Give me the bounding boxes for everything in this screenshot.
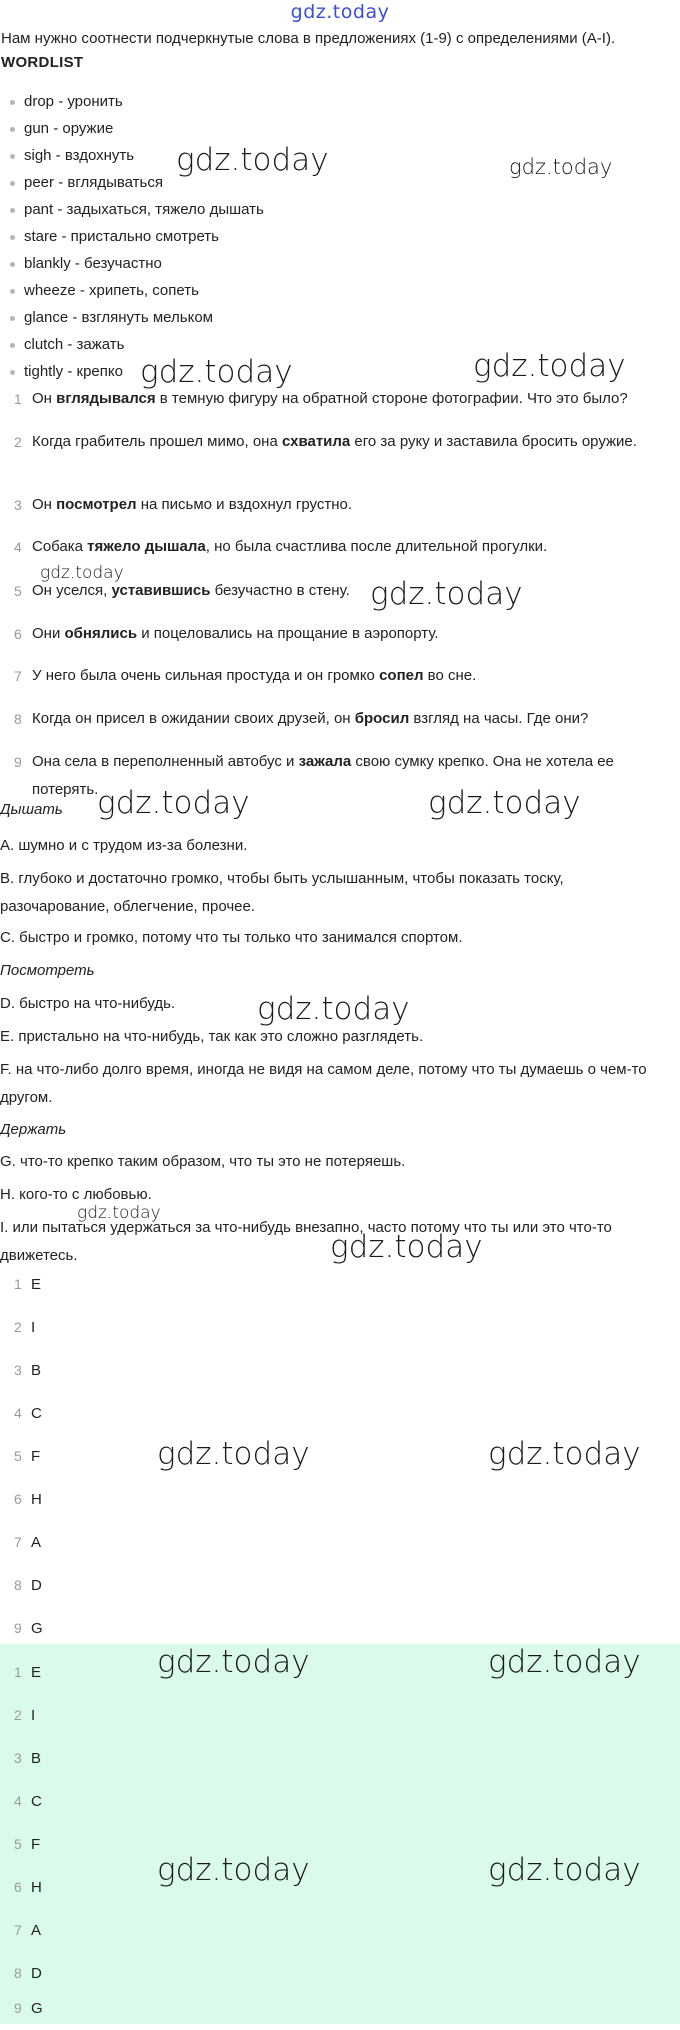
watermark: gdz.today: [488, 1852, 641, 1888]
bullet-icon: [10, 235, 15, 240]
wordlist-item: sigh - вздохнуть: [0, 142, 264, 169]
wordlist-item: wheeze - хрипеть, сопеть: [0, 277, 264, 304]
watermark: gdz.today: [370, 576, 523, 612]
bullet-icon: [10, 316, 15, 321]
wordlist: [0, 88, 264, 385]
answer-item: 3 B: [14, 1750, 42, 1767]
answer-item: 6 H: [14, 1491, 42, 1508]
wordlist-item: glance - взглянуть мельком: [0, 304, 264, 331]
sentence-item: 2 Когда грабитель прошел мимо, она схватила его за руку и заставила бросить оружие.: [14, 433, 637, 450]
watermark: gdz.today: [488, 1436, 641, 1472]
answer-item: 7 A: [14, 1534, 42, 1551]
wordlist-item: pant - задыхаться, тяжело дышать: [0, 196, 264, 223]
watermark: gdz.today: [77, 1203, 161, 1223]
answer-item: 7 A: [14, 1922, 42, 1939]
group-heading: Держать: [0, 1121, 67, 1138]
definition-item: E. пристально на что-нибудь, так как это сложно разглядеть.: [0, 1028, 424, 1045]
wordlist-item: drop - уронить: [0, 88, 264, 115]
answer-item: 3 B: [14, 1362, 42, 1379]
definition-item: B. глубоко и достаточно громко, чтобы быть услышанным, чтобы показать тоску, разочарование, облегчение, прочее.: [0, 870, 564, 915]
answer-item: 2 I: [14, 1319, 36, 1336]
bullet-icon: [10, 370, 15, 375]
site-logo[interactable]: gdz.today: [290, 1, 390, 23]
answer-item: 4 C: [14, 1793, 42, 1810]
watermark: gdz.today: [157, 1852, 310, 1888]
sentence-item: 5 Он уселся, уставившись безучастно в стену.: [14, 582, 350, 599]
answer-item: 4 C: [14, 1405, 42, 1422]
watermark: gdz.today: [330, 1229, 483, 1265]
definition-item: F. на что-либо долго время, иногда не видя на самом деле, потому что ты думаешь о чем-то другом.: [0, 1061, 647, 1106]
answer-item: 8 D: [14, 1577, 42, 1594]
bullet-icon: [10, 208, 15, 213]
watermark: gdz.today: [473, 348, 626, 384]
wordlist-item: tightly - крепко: [0, 358, 264, 385]
sentence-item: 8 Когда он присел в ожидании своих друзей, он бросил взгляд на часы. Где они?: [14, 710, 589, 727]
bullet-icon: [10, 100, 15, 105]
answer-item: 5 F: [14, 1836, 41, 1853]
answer-item: 6 H: [14, 1879, 42, 1896]
watermark: gdz.today: [509, 155, 613, 179]
wordlist-title: WORDLIST: [1, 54, 84, 71]
wordlist-item: gun - оружие: [0, 115, 264, 142]
definition-item: I. или пытаться удержаться за что-нибудь внезапно, часто потому что ты или это что-то движетесь.: [0, 1219, 612, 1264]
answer-item: 9 G: [14, 2000, 43, 2017]
answer-item: 8 D: [14, 1965, 42, 1982]
definition-item: H. кого-то с любовью.: [0, 1186, 152, 1203]
sentence-item: 9 Она села в переполненный автобус и зажала свою сумку крепко. Она не хотела ее потерять.: [14, 753, 614, 798]
definition-item: A. шумно и с трудом из-за болезни.: [0, 837, 248, 854]
wordlist-item: blankly - безучастно: [0, 250, 264, 277]
watermark: gdz.today: [97, 785, 250, 821]
sentence-item: 3 Он посмотрел на письмо и вздохнул грустно.: [14, 496, 352, 513]
bullet-icon: [10, 181, 15, 186]
watermark: gdz.today: [428, 785, 581, 821]
wordlist-item: peer - вглядываться: [0, 169, 264, 196]
bullet-icon: [10, 343, 15, 348]
bullet-icon: [10, 127, 15, 132]
watermark: gdz.today: [257, 991, 410, 1027]
wordlist-item: stare - пристально смотреть: [0, 223, 264, 250]
definition-item: D. быстро на что-нибудь.: [0, 995, 176, 1012]
sentence-item: 7 У него была очень сильная простуда и он громко сопел во сне.: [14, 667, 477, 684]
definition-item: G. что-то крепко таким образом, что ты это не потеряешь.: [0, 1153, 406, 1170]
watermark: gdz.today: [140, 354, 293, 390]
sentence-item: 1 Он вглядывался в темную фигуру на обратной стороне фотографии. Что это было?: [14, 390, 628, 407]
watermark: gdz.today: [176, 142, 329, 178]
group-heading: Посмотреть: [0, 962, 95, 979]
watermark: gdz.today: [157, 1436, 310, 1472]
answer-item: 5 F: [14, 1448, 41, 1465]
definition-item: C. быстро и громко, потому что ты только что занимался спортом.: [0, 929, 463, 946]
wordlist-item: clutch - зажать: [0, 331, 264, 358]
bullet-icon: [10, 289, 15, 294]
answer-item: 9 G: [14, 1620, 43, 1637]
watermark: gdz.today: [40, 563, 124, 583]
answer-item: 1 E: [14, 1276, 42, 1293]
watermark: gdz.today: [488, 1644, 641, 1680]
bullet-icon: [10, 154, 15, 159]
answer-item: 1 E: [14, 1664, 42, 1681]
watermark: gdz.today: [157, 1644, 310, 1680]
task-intro: Нам нужно соотнести подчеркнутые слова в предложениях (1-9) с определениями (A-I).: [1, 30, 616, 47]
sentence-item: 4 Собака тяжело дышала, но была счастлива после длительной прогулки.: [14, 538, 548, 555]
group-heading: Дышать: [0, 801, 63, 818]
answer-item: 2 I: [14, 1707, 36, 1724]
sentence-item: 6 Они обнялись и поцеловались на прощание в аэропорту.: [14, 625, 439, 642]
bullet-icon: [10, 262, 15, 267]
